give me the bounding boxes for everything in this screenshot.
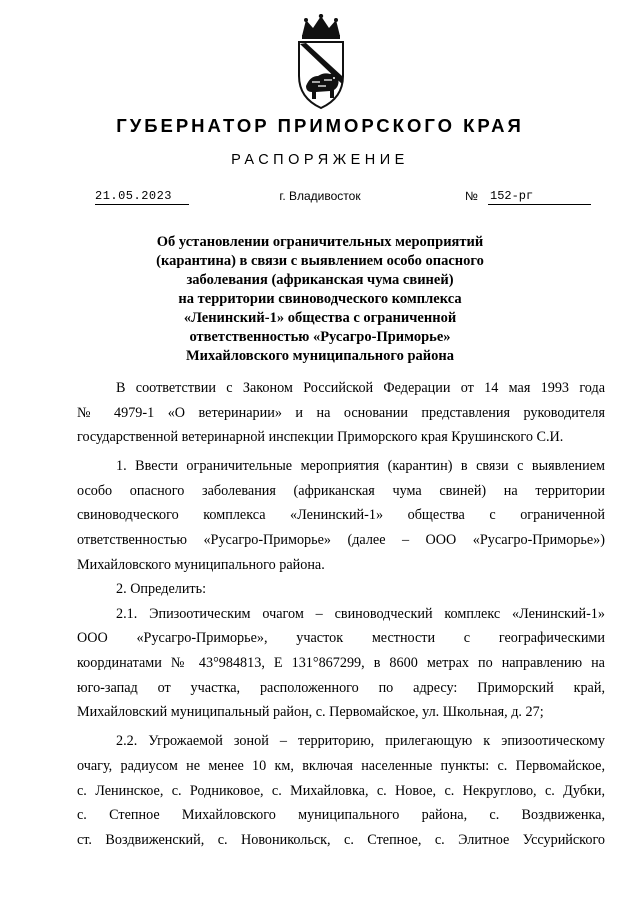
- document-type: РАСПОРЯЖЕНИЕ: [231, 152, 409, 168]
- text-line: особо опасного заболевания (африканская чума свиней) на территории: [77, 482, 605, 499]
- paragraph-preamble: [77, 376, 605, 450]
- text-line: В соответствии с Законом Российской Федерации от 14 мая 1993 года: [116, 380, 605, 396]
- title-line: Об установлении ограничительных мероприятий: [156, 234, 484, 250]
- text-line: государственной ветеринарной инспекции Приморского края Крушинского С.И.: [77, 429, 564, 446]
- text-line: с. Ленинское, с. Родниковое, с. Михайловка, с. Новое, с. Некруглово, с. Дубки,: [77, 782, 605, 799]
- text-line: ст. Воздвиженский, с. Новоникольск, с. Степное, с. Элитное Уссурийского: [77, 831, 605, 848]
- document-number: 152-рг: [488, 189, 591, 205]
- title-line: ответственностью «Русагро-Приморье»: [189, 329, 451, 345]
- text-line: Михайловского муниципального района.: [77, 556, 325, 573]
- title-line: «Ленинский-1» общества с ограниченной: [183, 310, 457, 326]
- paragraph-item-2-2: [77, 729, 605, 852]
- paragraph-item-2-1: [77, 602, 605, 725]
- text-line: 2. Определить:: [116, 581, 207, 598]
- document-body: [77, 376, 605, 852]
- text-line: юго-запад от участка, расположенного по адресу: Приморский край,: [77, 679, 605, 696]
- paragraph-item-2: [77, 577, 605, 602]
- text-line: свиноводческого комплекса «Ленинский-1» общества с ограниченной: [77, 507, 605, 524]
- text-line: 1. Ввести ограничительные мероприятия (карантин) в связи с выявлением: [116, 458, 605, 475]
- text-line: ответственностью «Русагро-Приморье» (далее – ООО «Русагро-Приморье»): [77, 532, 605, 549]
- document-city: г. Владивосток: [279, 189, 361, 203]
- text-line: Михайловский муниципальный район, с. Первомайское, ул. Школьная, д. 27;: [77, 704, 544, 721]
- authority-heading: ГУБЕРНАТОР ПРИМОРСКОГО КРАЯ: [116, 115, 524, 136]
- text-line: координатами № 43°984813, Е 131°867299, в 8600 метрах по направлению на: [77, 655, 605, 672]
- document-number-label: №: [465, 189, 478, 203]
- title-line: заболевания (африканская чума свиней): [186, 272, 454, 288]
- text-line: 2.1. Эпизоотическим очагом – свиноводческий комплекс «Ленинский-1»: [116, 605, 605, 622]
- document-date: 21.05.2023: [95, 189, 189, 205]
- text-line: с. Степное Михайловского муниципального района, с. Воздвиженка,: [77, 807, 605, 824]
- text-line: очагу, радиусом не менее 10 км, включая населенные пункты: с. Первомайское,: [77, 757, 605, 774]
- title-line: на территории свиноводческого комплекса: [178, 291, 462, 307]
- coat-of-arms-icon: [296, 14, 346, 112]
- document-title: [100, 233, 540, 366]
- title-line: (карантина) в связи с выявлением особо опасного: [156, 253, 484, 269]
- text-line: ООО «Русагро-Приморье», участок местности с географическими: [77, 630, 605, 647]
- paragraph-item-1: [77, 454, 605, 577]
- title-line: Михайловского муниципального района: [186, 348, 454, 364]
- text-line: № 4979-1 «О ветеринарии» и на основании представления руководителя: [77, 404, 605, 421]
- text-line: 2.2. Угрожаемой зоной – территорию, прилегающую к эпизоотическому: [116, 733, 605, 750]
